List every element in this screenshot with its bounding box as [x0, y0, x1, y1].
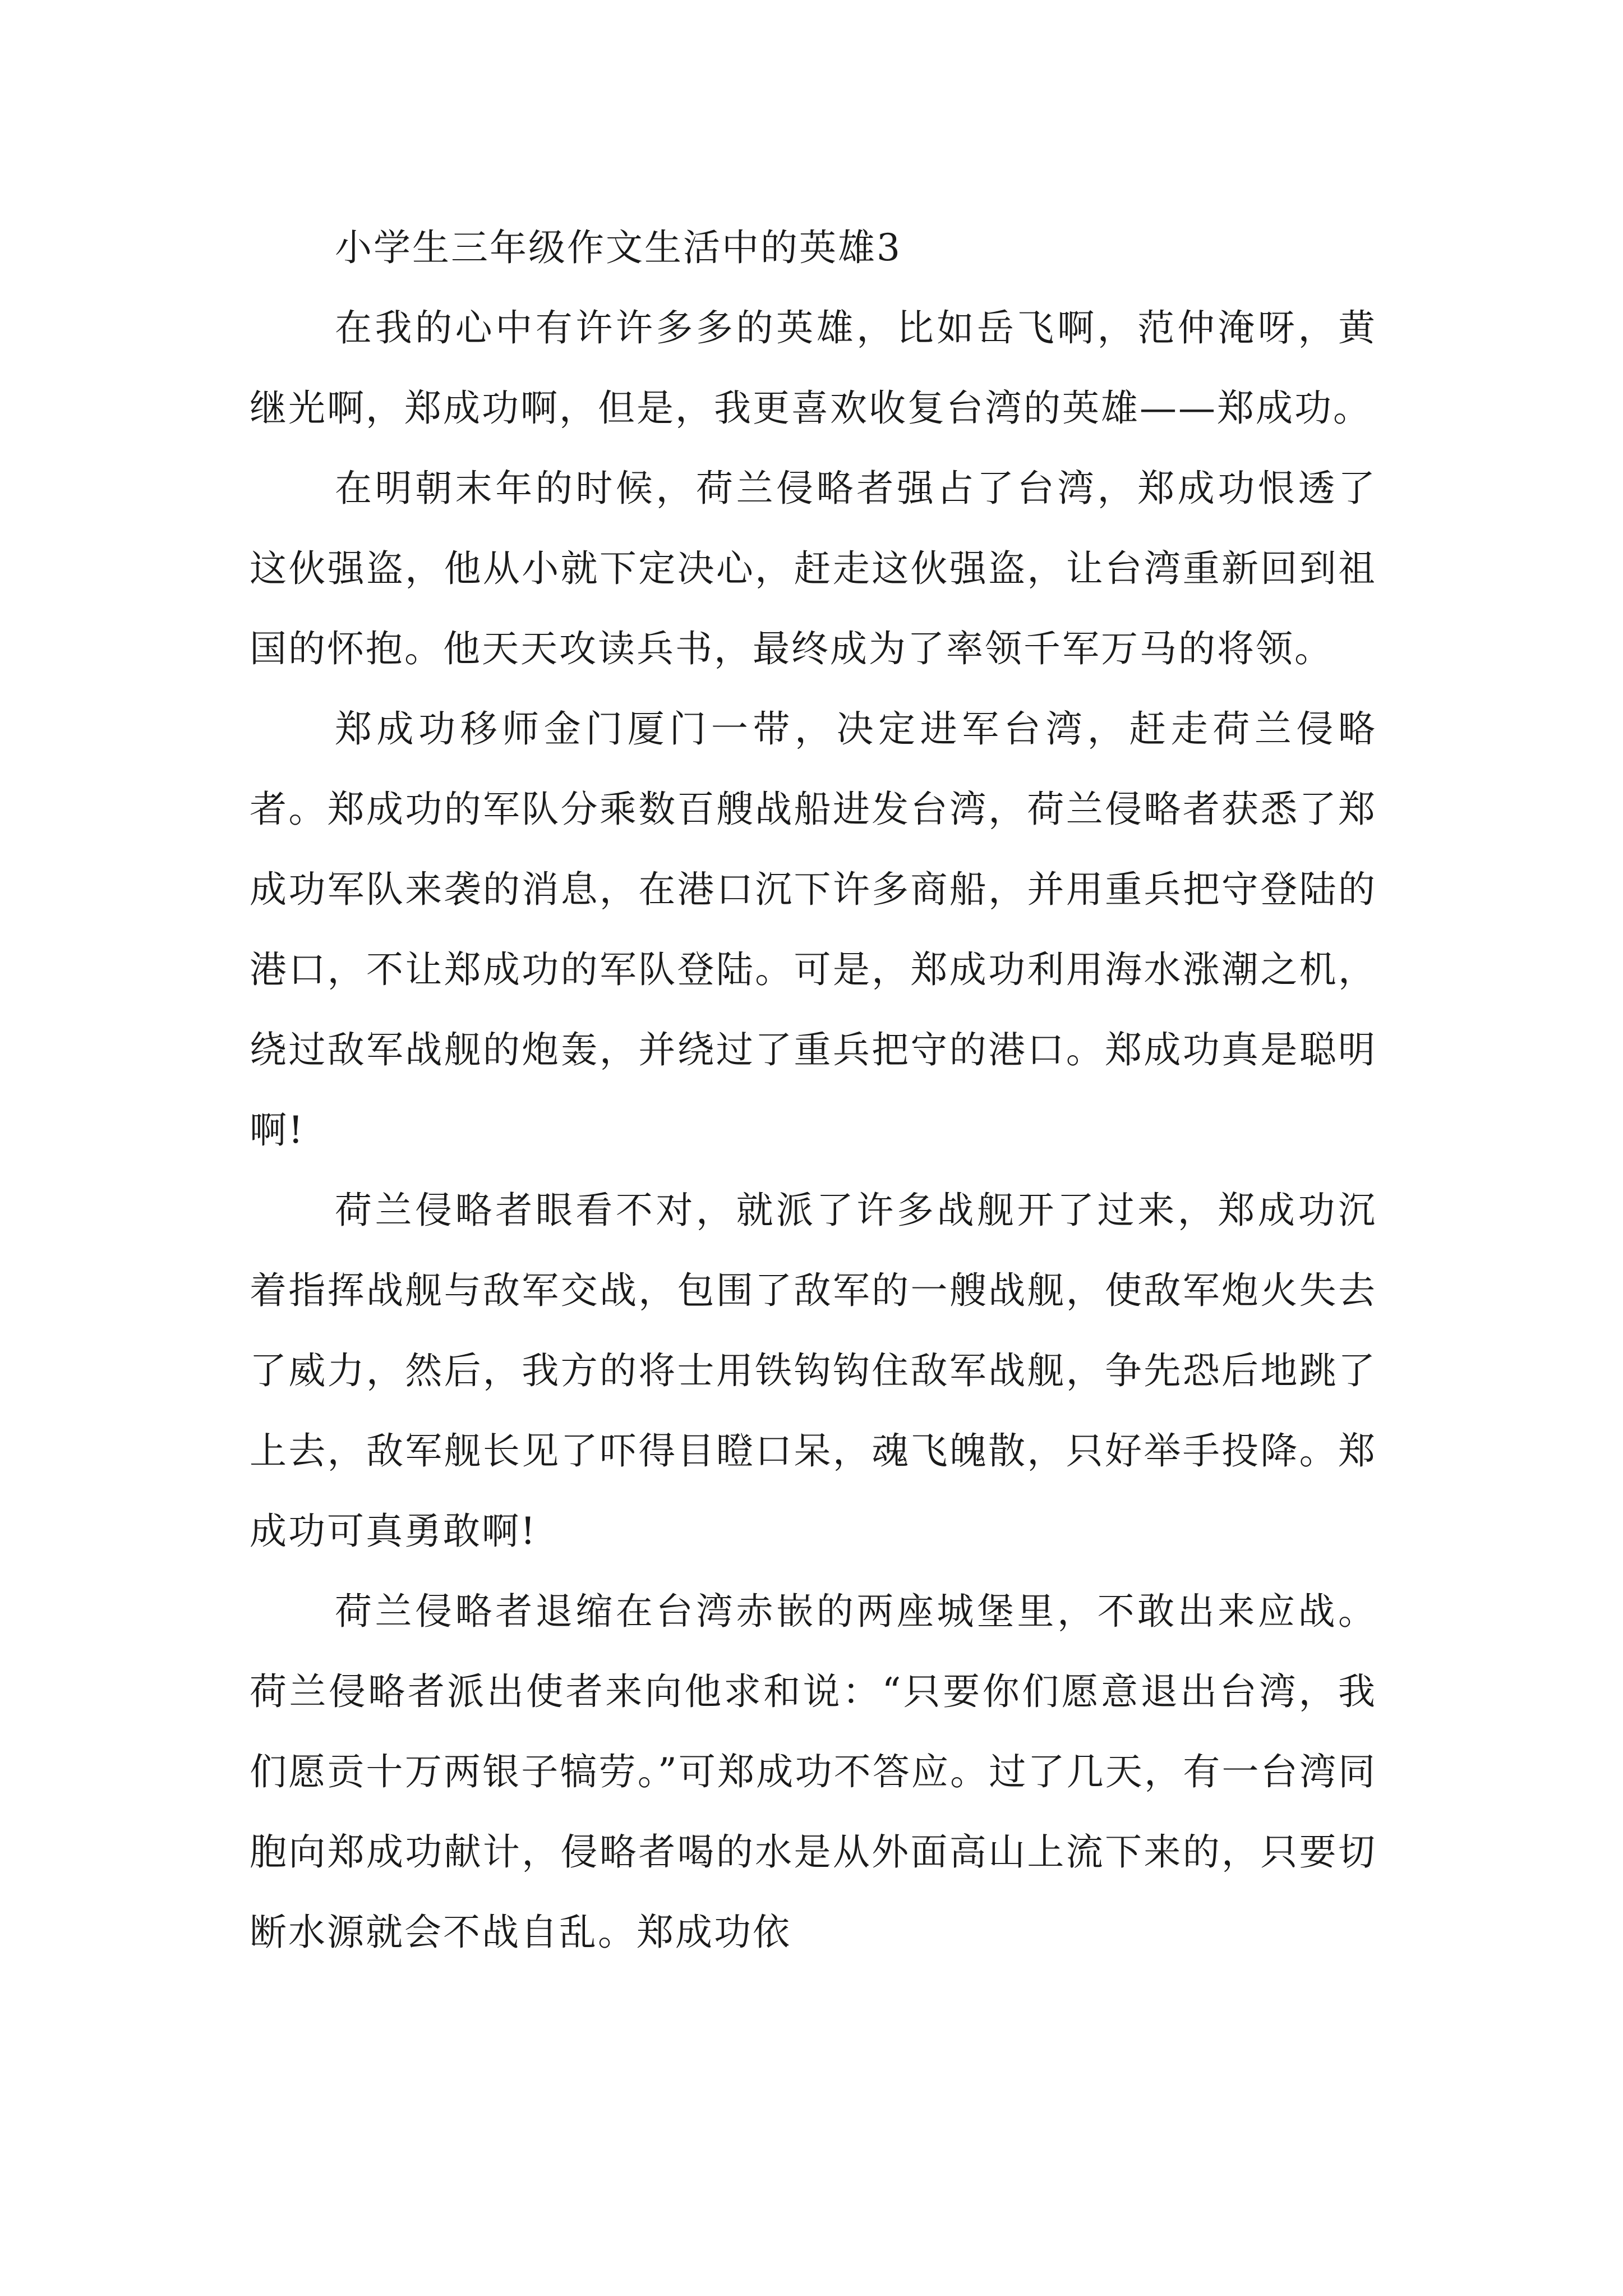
paragraph-5: 荷兰侵略者退缩在台湾赤嵌的两座城堡里，不敢出来应战。荷兰侵略者派出使者来向他求和说：“只要你们愿意退出台湾，我们愿贡十万两银子犒劳。”可郑成功不答应。过了几天，有一台湾同胞向郑成功献计，侵略者喝的水是从外面高山上流下来的，只要切断水源就会不战自乱。郑成功依: [250, 1590, 1377, 1954]
paragraph-1: 在我的心中有许许多多的英雄，比如岳飞啊，范仲淹呀，黄继光啊，郑成功啊，但是，我更喜欢收复台湾的英雄——郑成功。: [250, 306, 1377, 430]
document-title: 小学生三年级作文生活中的英雄3: [335, 226, 902, 269]
paragraph-4: 荷兰侵略者眼看不对，就派了许多战舰开了过来，郑成功沉着指挥战舰与敌军交战，包围了敌军的一艘战舰，使敌军炮火失去了威力，然后，我方的将士用铁钩钩住敌军战舰，争先恐后地跳了上去，敌军舰长见了吓得目瞪口呆，魂飞魄散，只好举手投降。郑成功可真勇敢啊!: [250, 1189, 1377, 1553]
paragraph-2: 在明朝末年的时候，荷兰侵略者强占了台湾，郑成功恨透了这伙强盗，他从小就下定决心，赶走这伙强盗，让台湾重新回到祖国的怀抱。他天天攻读兵书，最终成为了率领千军万马的将领。: [250, 467, 1377, 670]
document-body: [250, 208, 1377, 1972]
paragraph-3: 郑成功移师金门厦门一带，决定进军台湾，赶走荷兰侵略者。郑成功的军队分乘数百艘战船进发台湾，荷兰侵略者获悉了郑成功军队来袭的消息，在港口沉下许多商船，并用重兵把守登陆的港口，不让郑成功的军队登陆。可是，郑成功利用海水涨潮之机，绕过敌军战舰的炮轰，并绕过了重兵把守的港口。郑成功真是聪明啊!: [250, 707, 1377, 1152]
